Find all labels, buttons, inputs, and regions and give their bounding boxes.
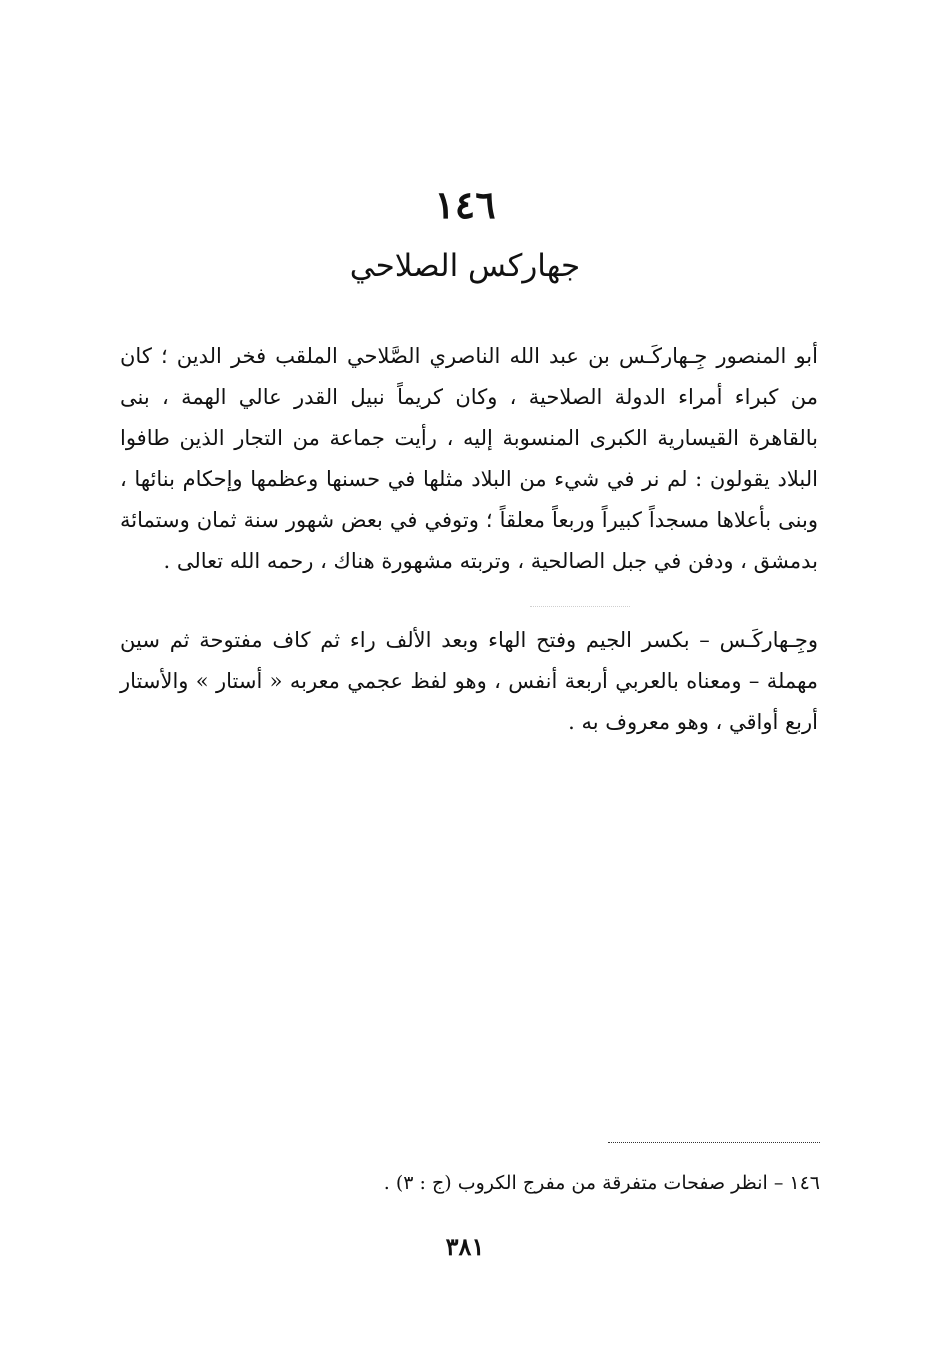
footnote-separator [608, 1142, 820, 1143]
body-paragraph-1 [120, 336, 818, 582]
entry-title: جهاركس الصلاحي [349, 248, 581, 284]
faint-scan-mark [530, 606, 630, 607]
footnote: ١٤٦ – انظر صفحات متفرقة من مفرج الكروب (ج : ٣) . [383, 1172, 820, 1194]
paragraph-text: أبو المنصور جِـهاركَـس بن عبد الله الناصري الصَّلاحي الملقب فخر الدين ؛ كان من كبراء أمراء الدولة الصلاحية ، وكان كريماً نبيل القدر عالي الهمة ، بنى بالقاهرة القيسارية الكبرى المنسوبة إليه ، رأيت جماعة من التجار الذين طافوا البلاد يقولون : لم نر في شيء من البلاد مثلها في حسنها وعظمها وإحكام بنائها ، وبنى بأعلاها مسجداً كبيراً وربعاً معلقاً ؛ وتوفي في بعض شهور سنة ثمان وستمائة بدمشق ، ودفن في جبل الصالحية ، وتربته مشهورة هناك ، رحمه الله تعالى . [120, 344, 818, 573]
page-number: ٣٨١ [445, 1232, 485, 1261]
body-paragraph-2 [120, 620, 818, 743]
entry-number: ١٤٦ [434, 182, 496, 227]
paragraph-text: وجِـهاركَـس – بكسر الجيم وفتح الهاء وبعد الألف راء ثم كاف مفتوحة ثم سين مهملة – ومعناه بالعربي أربعة أنفس ، وهو لفظ عجمي معربه « أستار » والأستار أربع أواقي ، وهو معروف به . [120, 628, 818, 734]
